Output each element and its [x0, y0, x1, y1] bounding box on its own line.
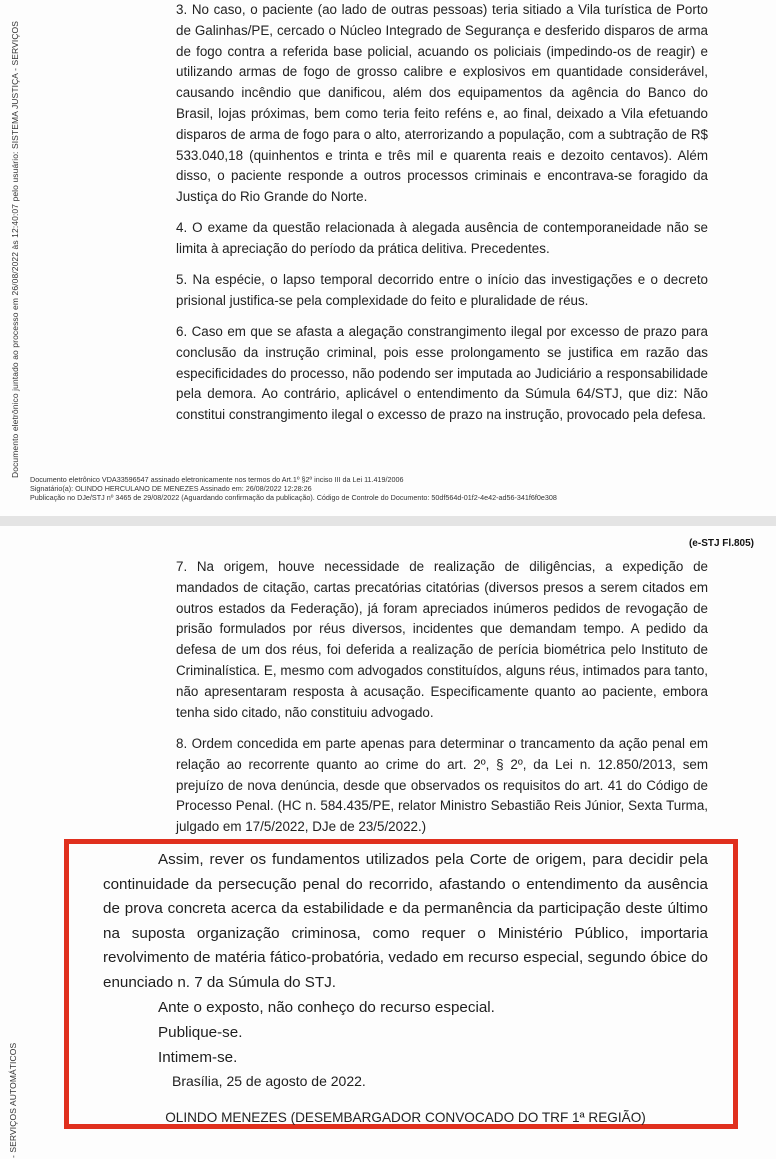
place-date: Brasília, 25 de agosto de 2022.: [172, 1073, 366, 1089]
paragraph-3: 3. No caso, o paciente (ao lado de outras pessoas) teria sitiado a Vila turística de Porto de Galinhas/PE, cercado o Núcleo Integrado de Segurança e desferido disparos de arma de fogo contra a referida base policial, acuando os policiais (impedindo-os de reagir) e utilizando armas de fogo de grosso calibre e explosivos em quantidade considerável, causando incêndio que danificou, além dos equipamentos da agência do Banco do Brasil, lojas próximas, bem como teria feito reféns e, ao final, deixado a Vila efetuando disparos de arma de fogo para o alto, aterrorizando a população, com a subtração de R$ 533.040,18 (quinhentos e trinta e três mil e quarenta reais e dezoito centavos). Além disso, o paciente responde a outros processos criminais e encontrava-se foragido da Justiça do Rio Grande do Norte.: [176, 2, 708, 205]
decision-publish: Publique-se.: [158, 1024, 243, 1041]
decision-main-paragraph: Assim, rever os fundamentos utilizados pela Corte de origem, para decidir pela continuidade da persecução penal do recorrido, afastando o entendimento da ausência de prova concreta acerca da estabilidade e da permanência da participação deste último na suposta organização criminosa, como requer o Ministério Público, importaria revolvimento de matéria fático-probatória, vedado em recurso especial, segundo óbice do enunciado n. 7 da Súmula do STJ.: [103, 851, 708, 991]
decision-intimate: Intimem-se.: [158, 1049, 238, 1066]
signature-line: OLINDO MENEZES (DESEMBARGADOR CONVOCADO DO TRF 1ª REGIÃO): [165, 1110, 646, 1125]
document-page-1: [0, 0, 776, 516]
paragraph-5: 5. Na espécie, o lapso temporal decorrido entre o início das investigações e o decreto prisional justifica-se pela complexidade do feito e pluralidade de réus.: [176, 272, 708, 308]
folio-number: (e-STJ Fl.805): [688, 538, 754, 549]
signature-metadata-line-2: Signatário(a): OLINDO HERCULANO DE MENEZES Assinado em: 26/08/2022 12:28:26: [30, 484, 312, 493]
decision-conclusion: Ante o exposto, não conheço do recurso especial.: [158, 999, 495, 1016]
signature-metadata-line-3: Publicação no DJe/STJ nº 3465 de 29/08/2022 (Aguardando confirmação da publicação). Código de Controle do Documento: 50df564d-01f2-4e42-ad56-341f6f0e308: [30, 493, 557, 502]
paragraph-7: 7. Na origem, houve necessidade de realização de diligências, a expedição de mandados de citação, cartas precatórias citatórias (diversos presos a serem citados em outros estados da Federação), já foram apreciados inúmeros pedidos de revogação de prisão formulados por réus diversos, incidentes que demandam tempo. A pedido da defesa de um dos réus, foi deferida a realização de perícia biométrica pelo Instituto de Criminalística. E, mesmo com advogados constituídos, alguns réus, intimados para tanto, não apresentaram resposta à acusação. Especificamente quanto ao paciente, embora tenha sido citado, não constituiu advogado.: [176, 559, 708, 720]
paragraph-6: 6. Caso em que se afasta a alegação constrangimento ilegal por excesso de prazo para conclusão da instrução criminal, pois esse prolongamento se justifica em razão das especificidades do processo, não podendo ser imputada ao Judiciário a responsabilidade pela demora. Ao contrário, aplicável o entendimento da Súmula 64/STJ, que diz: Não constitui constrangimento ilegal o excesso de prazo na instrução, provocado pela defesa.: [176, 324, 708, 423]
paragraph-4: 4. O exame da questão relacionada à alegada ausência de contemporaneidade não se limita à apreciação do período da prática delitiva. Precedentes.: [176, 220, 708, 256]
side-stamp: Documento eletrônico juntado ao processo em 26/08/2022 às 12:40:07 pelo usuário: SISTEMA JUSTIÇA - SERVIÇOS: [10, 20, 20, 478]
side-stamp-2: - SERVIÇOS AUTOMÁTICOS: [8, 1042, 18, 1158]
signature-metadata-line-1: Documento eletrônico VDA33596547 assinado eletronicamente nos termos do Art.1º §2º inciso III da Lei 11.419/2006: [30, 475, 404, 484]
paragraph-8: 8. Ordem concedida em parte apenas para determinar o trancamento da ação penal em relação ao recorrente quanto ao crime do art. 2º, § 2º, da Lei n. 12.850/2013, sem prejuízo de nova denúncia, desde que observados os requisitos do art. 41 do Código de Processo Penal. (HC n. 584.435/PE, relator Ministro Sebastião Reis Júnior, Sexta Turma, julgado em 17/5/2022, DJe de 23/5/2022.): [176, 736, 708, 835]
document-page-2: [0, 526, 776, 1159]
